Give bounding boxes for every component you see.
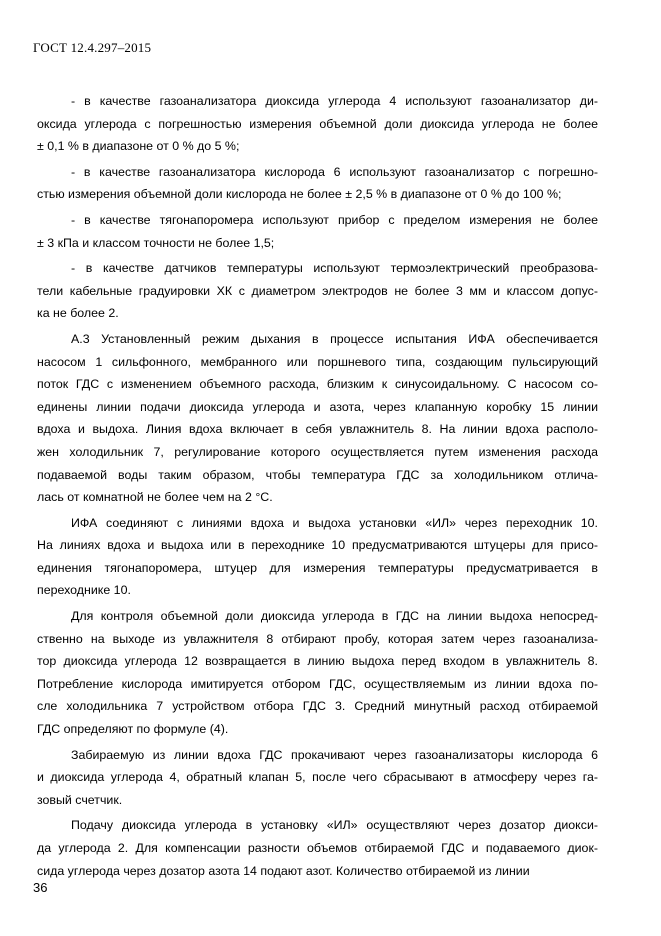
- text-line: поток ГДС с изменением объемного расхода, близким к синусоидальному. С насосом со-: [37, 377, 598, 392]
- text-line: и диоксида углерода 4, обратный клапан 5, после чего сбрасывают в атмосферу через га-: [37, 770, 598, 785]
- text-line: ГДС определяют по формуле (4).: [37, 722, 229, 737]
- text-line: А.3 Установленный режим дыхания в процессе испытания ИФА обеспечивается: [71, 331, 598, 346]
- text-line: подаваемой воды таким образом, чтобы температура ГДС за холодильником отлича-: [37, 467, 598, 482]
- text-line: да углерода 2. Для компенсации разности объемов отбираемой ГДС и подаваемого диок-: [37, 841, 598, 855]
- text-line: тор диоксида углерода 12 возвращается в линию выдоха перед входом в увлажнитель 8.: [37, 654, 598, 669]
- text-line: Потребление кислорода имитируется отбором ГДС, осуществляемым из линии вдоха по-: [37, 676, 598, 691]
- paragraph: [37, 90, 598, 158]
- text-line: сле холодильника 7 устройством отбора ГДС 3. Средний минутный расход отбираемой: [37, 699, 598, 714]
- text-line: Подачу диоксида углерода в установку «ИЛ» осуществляют через дозатор диокси-: [71, 818, 598, 833]
- text-line: - в качестве газоанализатора диоксида углерода 4 используют газоанализатор ди-: [71, 94, 598, 108]
- text-line: переходнике 10.: [37, 583, 131, 598]
- text-line: тели кабельные градуировки ХК с диаметром электродов не более 3 мм и классом допус-: [37, 283, 598, 298]
- text-line: сида углерода через дозатор азота 14 подают азот. Количество отбираемой из линии: [37, 863, 530, 878]
- text-line: зовый счетчик.: [37, 792, 123, 807]
- paragraph: [37, 209, 598, 254]
- text-line: На линиях вдоха и выдоха или в переходнике 10 предусматриваются штуцеры для присо-: [37, 538, 598, 553]
- text-line: единения тягонапоромера, штуцер для измерения температуры предусматривается в: [37, 560, 598, 575]
- paragraph: [37, 814, 598, 882]
- text-line: стью измерения объемной доли кислорода не более ± 2,5 % в диапазоне от 0 % до 100 %;: [37, 187, 562, 202]
- text-line: ± 0,1 % в диапазоне от 0 % до 5 %;: [37, 139, 240, 154]
- page-number: 36: [33, 880, 48, 895]
- text-line: оксида углерода с погрешностью измерения объемной доли диоксида углерода не более: [37, 116, 598, 131]
- text-line: Забираемую из линии вдоха ГДС прокачивают через газоанализаторы кислорода 6: [71, 747, 598, 762]
- paragraph: [37, 328, 598, 509]
- document-body: [37, 90, 598, 882]
- paragraph: [37, 744, 598, 812]
- text-line: Для контроля объемной доли диоксида углерода в ГДС на линии выдоха непосред-: [71, 609, 598, 624]
- text-line: вдоха и выдоха. Линия вдоха включает в себя увлажнитель 8. На линии вдоха располо-: [37, 422, 598, 437]
- text-line: насосом 1 сильфонного, мембранного или поршневого типа, создающим пульсирующий: [37, 354, 598, 369]
- page-header: ГОСТ 12.4.297–2015: [33, 40, 152, 55]
- text-line: - в качестве газоанализатора кислорода 6 используют газоанализатор с погрешно-: [71, 164, 598, 179]
- text-line: ± 3 кПа и классом точности не более 1,5;: [37, 235, 275, 250]
- paragraph: [37, 512, 598, 602]
- text-line: единены линии подачи диоксида углерода и азота, через клапанную коробку 15 линии: [37, 399, 598, 414]
- text-line: - в качестве датчиков температуры используют термоэлектрический преобразова-: [71, 261, 598, 276]
- paragraph: [37, 257, 598, 325]
- paragraph: [37, 161, 598, 206]
- text-line: - в качестве тягонапоромера используют прибор с пределом измерения не более: [71, 212, 598, 227]
- text-line: жен холодильник 7, регулирование которого осуществляется путем изменения расхода: [37, 444, 598, 459]
- text-line: ственно на выходе из увлажнителя 8 отбирают пробу, которая затем через газоанализа-: [37, 631, 598, 646]
- text-line: ка не более 2.: [37, 306, 119, 321]
- text-line: лась от комнатной не более чем на 2 °С.: [37, 490, 273, 505]
- paragraph: [37, 605, 598, 741]
- text-line: ИФА соединяют с линиями вдоха и выдоха установки «ИЛ» через переходник 10.: [71, 515, 598, 530]
